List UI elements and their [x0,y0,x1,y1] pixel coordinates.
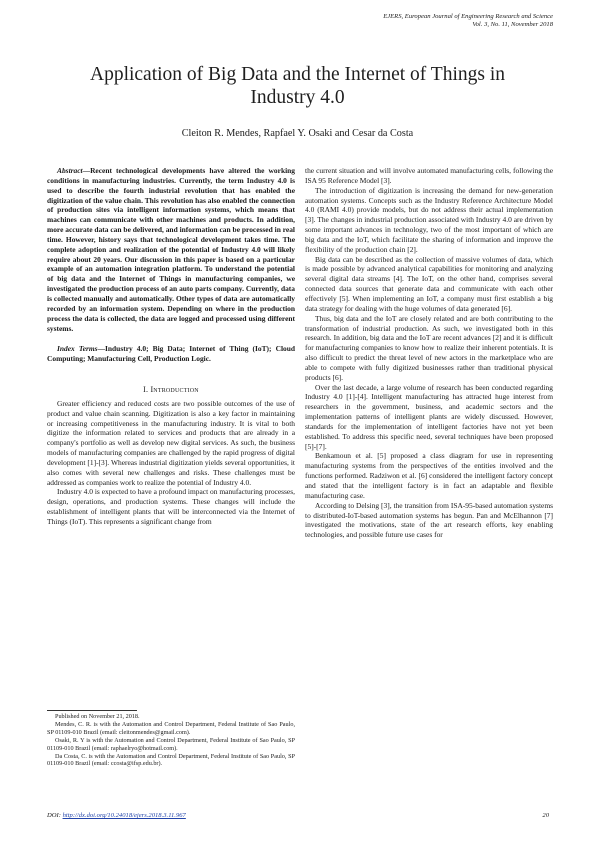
spacer [47,333,295,344]
section-heading-introduction [47,385,295,395]
left-column [47,166,295,527]
paper-title: Application of Big Data and the Internet of Things in Industry 4.0 [89,64,505,108]
doi-label: DOI: [47,812,63,819]
footnote: Mendes, C. R. is with the Automation and Control Department, Federal Institute of Sao Paulo, SP 01109-010 Brazil (email: cleitonmendes@gmail.com). [47,720,295,736]
doi-link[interactable]: http://dx.doi.org/10.24018/ejers.2018.3.11.967 [62,812,186,819]
right-column [305,166,553,540]
section-title: Introduction [150,385,199,395]
footnote: Da Costa, C. is with the Automation and Control Department, Federal Institute of Sao Paulo, SP 01109-010 Brazil (email: ccosta@ifsp.edu.br). [47,752,295,768]
paragraph: The introduction of digitization is increasing the demand for new-generation automation systems. Concepts such as the Industry Reference Architecture Model 4.0 (RAMI 4.0) provide models, but do not address their actual implementation [3]. The changes in industrial production associated with Industry 4.0 are driven by some important advances in technology, two of the most important of which are big data and the IoT, which facilitate the sharing of information and improve the flexibility of the production chain [2]. [305,185,553,254]
abstract-label: Abstract [57,166,83,175]
footnote: Published on November 21, 2018. [55,713,140,720]
paragraph: Industry 4.0 is expected to have a profound impact on manufacturing processes, design, operations, and production systems. These changes will include the establishment of intelligent plants that will be interconnected via the Internet of Things (IoT). This represents a significant change from [47,487,295,526]
section-numeral: I. [143,385,149,395]
footnotes [47,713,295,768]
abstract [47,166,295,333]
paragraph: Greater efficiency and reduced costs are two possible outcomes of the use of product and value chain scanning. Digitization is also a key factor in maintaining or increasing competitiveness in the manufacturing industry. It is vital to both digitize the information related to services and products that are already in a company's portfolio as well as develop new digital services. As such, the business models of manufacturing companies are challenged by the rapid progress of digital development [1]-[3]. Whereas industrial digitization yields several opportunities, it also comes with several new challenges and risks. These challenges must be addressed as companies work to realize the potential of Industry 4.0. [47,398,295,487]
spacer [47,364,295,375]
index-terms [47,344,295,364]
paragraph: According to Delsing [3], the transition from ISA-95-based automation systems to distributed-IoT-based automation systems has begun. Pan and McElhannon [7] investigated the motivations, state of the art research efforts, key enabling technologies, and possible future use cases for [305,500,553,540]
paragraph: Thus, big data and the IoT are closely related and are both contributing to the transformation of industrial production. As such, we investigated both in this research. In addition, big data and the IoT are recent advances [2] and it is difficult for manufacturing companies to know how to realize their inherent potentials. It is also difficult to predict the threat level of new actors in the marketplace who are able to compete with fully digitized businesses rather than traditional physical products [6]. [305,313,553,382]
paragraph: Benkamoun et al. [5] proposed a class diagram for use in representing manufacturing systems from the perspectives of the entities involved and the functions performed. Radziwon et al. [6] considered the intelligent factory concept and stated that the intelligent factory is in fact an adaptable and flexible manufacturing case. [305,451,553,500]
paragraph: Big data can be described as the collection of massive volumes of data, which is made possible by advanced analytical capabilities for monitoring and analyzing several digital data streams [4]. The IoT, on the other hand, comprises several connected data sources that generate data and communicate with each other effectively [5]. When implementing an IoT, a company must first establish a big data strategy for dealing with the huge volumes of data generated [6]. [305,254,553,313]
footnote-divider [47,710,137,711]
journal-header [383,13,553,29]
journal-name: EJERS, European Journal of Engineering Research and Science [383,13,553,20]
paper-authors: Cleiton R. Mendes, Rapfael Y. Osaki and Cesar da Costa [181,128,414,139]
abstract-text: —Recent technological developments have altered the working conditions in manufacturing industries. Currently, the term Industry 4.0 is used to describe the fourth industrial revolution that has enabled the digitization of the value chain. This revolution has also enabled the connection of production sites via intelligent information systems, which means that machines can communicate with other machines and products. In addition, more accurate data can be delivered, and information can be processed in real time. However, history says that technological development takes time. The complete adoption and realization of the potential of Industry 4.0 will likely require about 20 years. Our discussion in this paper is based on a particular example of an automation integration platform. To understand the potential of big data and the Internet of Things in manufacturing companies, we investigated the production process of an auto parts company. Currently, data is collected manually and automatically. Other types of data are automatically recorded by an information system. Depending on where in the production process the data is collected, the data are logged and processed using different systems. [47,166,295,333]
paragraph: the current situation and will involve automated manufacturing cells, following the ISA 95 Reference Model [3]. [305,166,553,185]
paragraph: Over the last decade, a large volume of research has been conducted regarding Industry 4.0 [1]-[4]. Intelligent manufacturing has attracted huge interest from researchers in the government, business, and academic sectors and the implementation patterns of intelligent plants are widely discussed. However, standards for the implementation of intelligent factories have not yet been established. To address this specific need, several techniques have been proposed [5]-[7]. [305,382,553,451]
page-footer [47,812,549,819]
page-number: 20 [542,812,549,819]
journal-volume: Vol. 3, No. 11, November 2018 [472,21,553,29]
footnote: Osaki, R. Y is with the Automation and Control Department, Federal Institute of Sao Paulo, SP 01109-010 Brazil (email: raphaelryo@hotmail.com). [47,736,295,752]
index-terms-label: Index Terms [57,344,98,354]
index-terms-text: —Industry 4.0; Big Data; Internet of Thing (IoT); Cloud Computing; Manufacturing Cell, Production Logic. [47,344,296,364]
